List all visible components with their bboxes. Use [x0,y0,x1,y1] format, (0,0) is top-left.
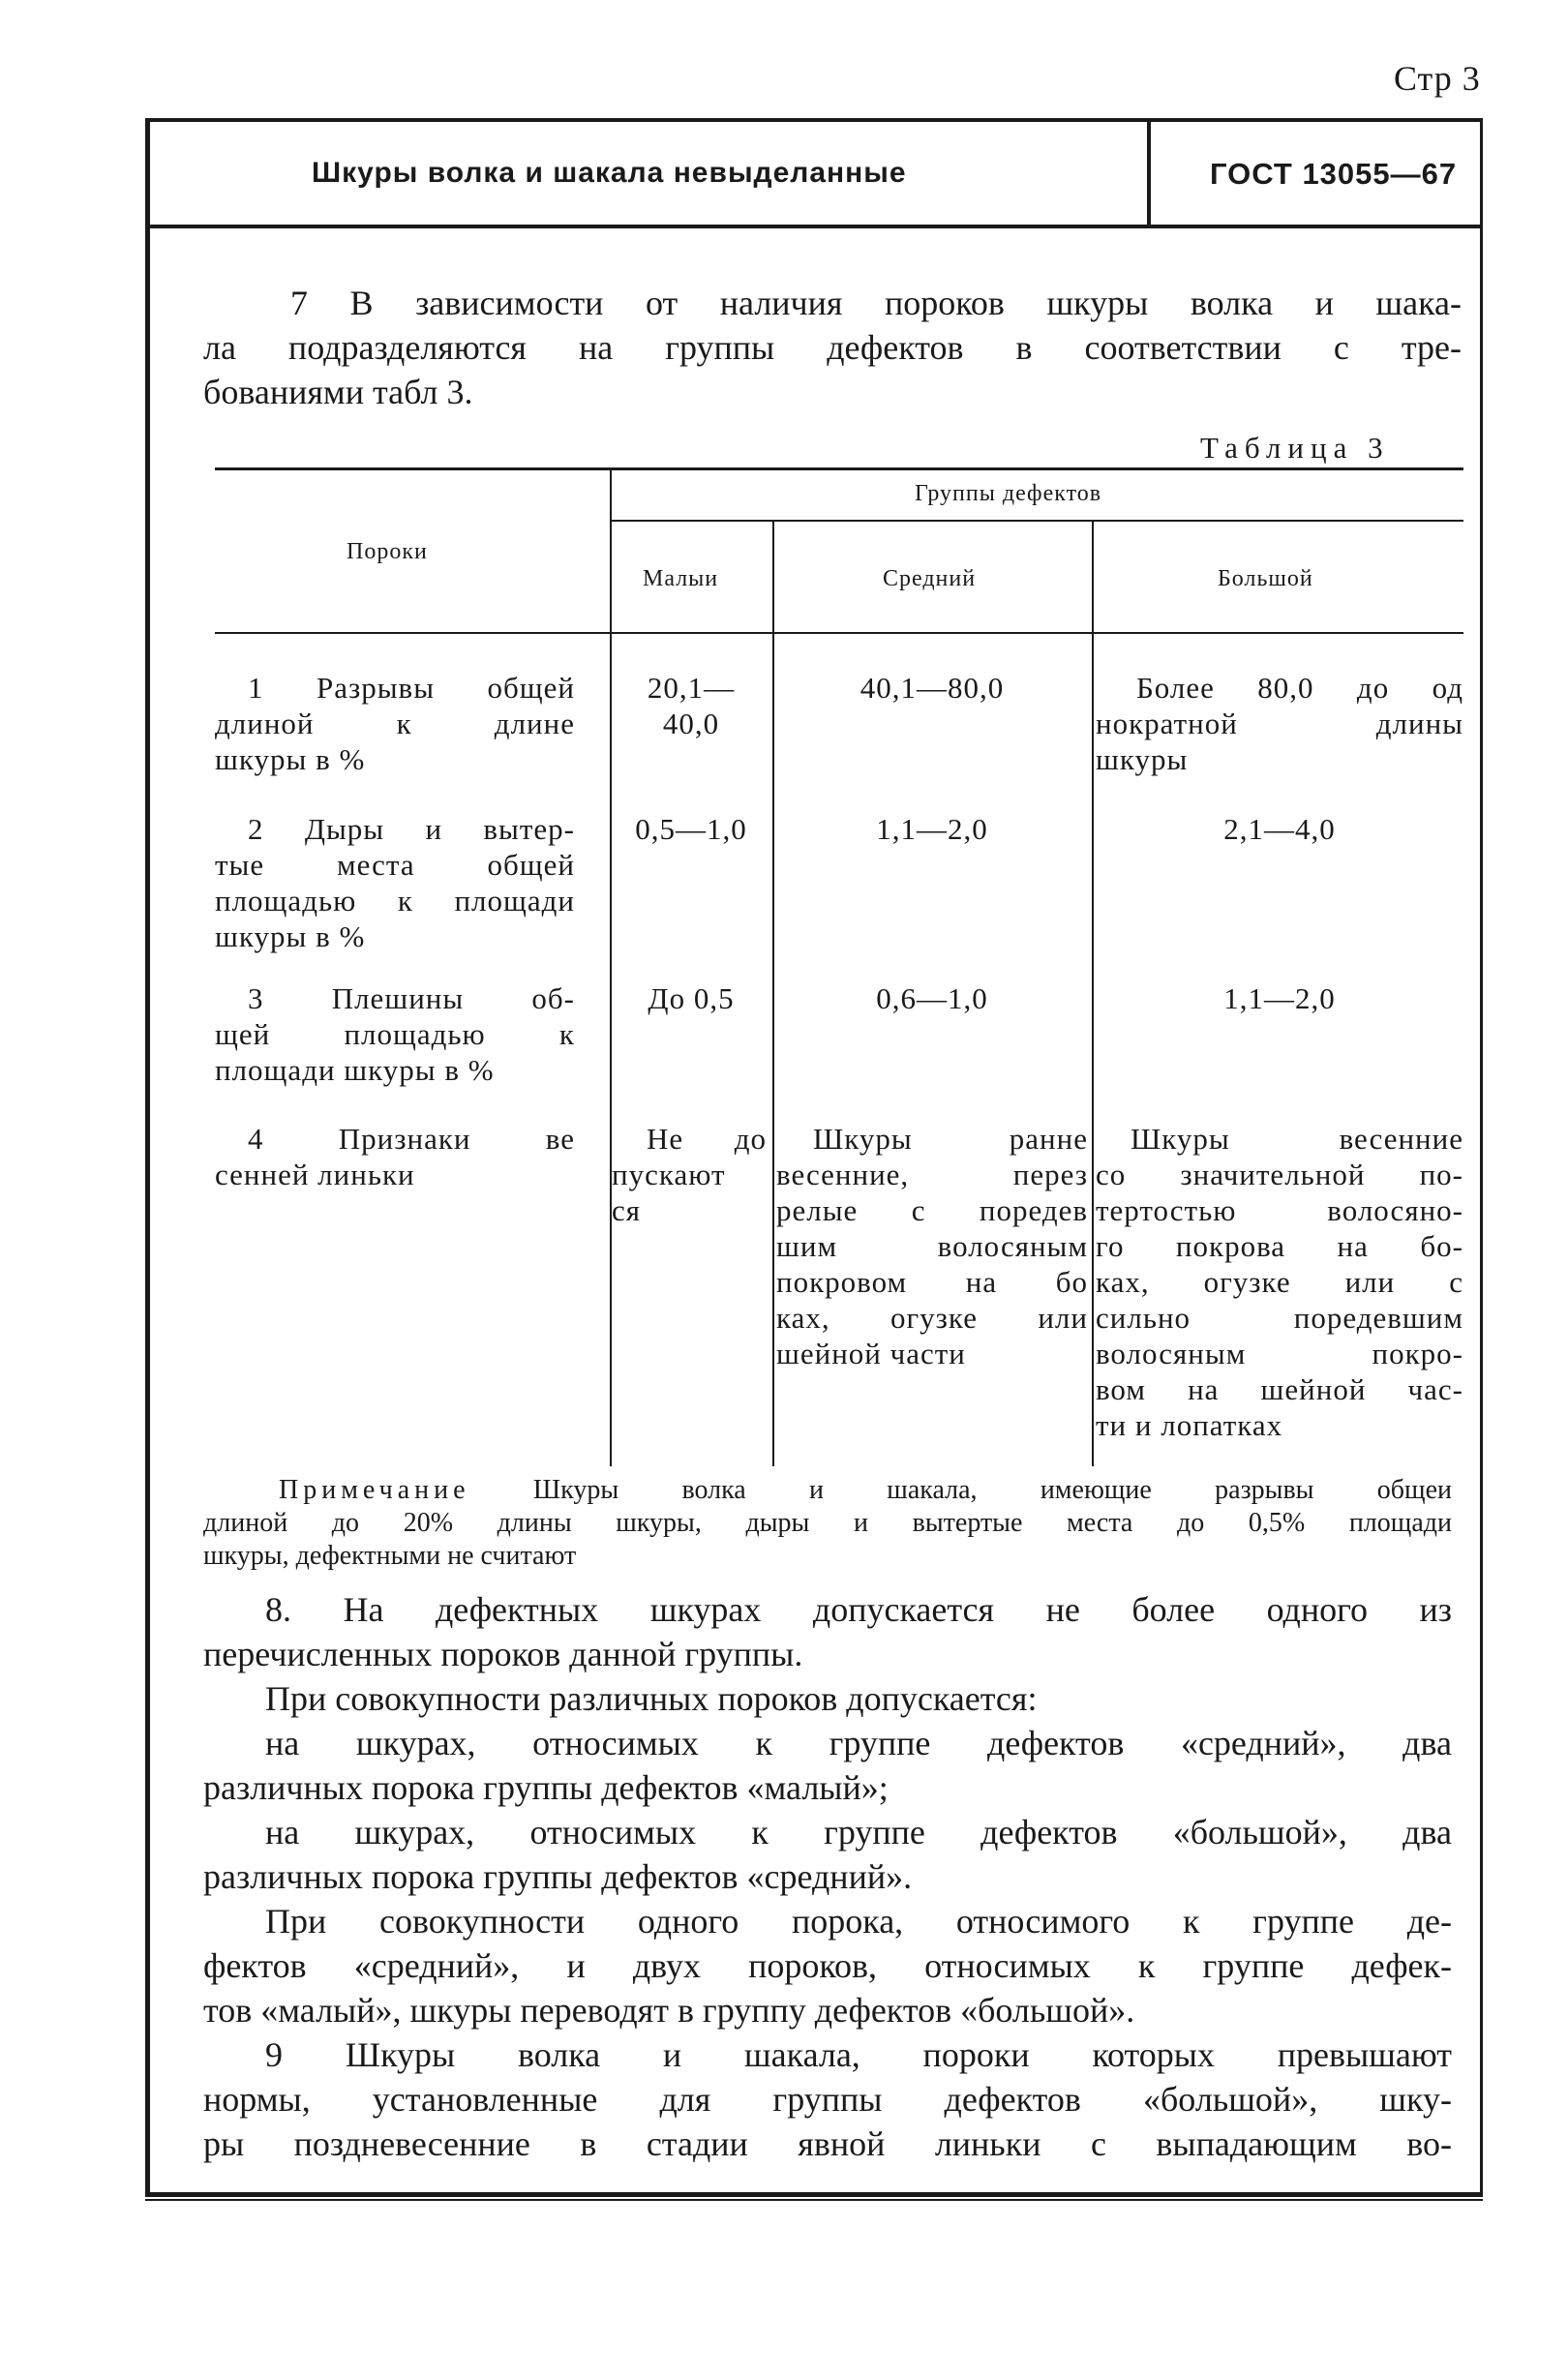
cell-line: со значительной по- [1096,1158,1463,1191]
header-bottom-rule [145,225,1483,228]
body-line: При совокупности различных пороков допускается: [265,1679,1038,1718]
cell-line: пускают [612,1158,726,1191]
note-label: Примечание [279,1475,470,1505]
cell-line: тые места общей [215,848,575,882]
cell-line: шкуры в % [215,919,366,953]
group-header-rule [612,520,1463,522]
table-row-1-large [1096,670,1463,777]
cell-line: Шкуры ранне [813,1122,1088,1156]
table-header-rule [215,632,1463,634]
cell-line: шкуры [1096,742,1189,776]
note-line: длиной до 20% длины шкуры, дыры и вытертые места до 0,5% площади [203,1508,1452,1538]
table-row-3-defect [215,980,575,1088]
table-row-4-large [1096,1121,1463,1443]
body-line: тов «малый», шкуры переводят в группу дефектов «большой». [203,1991,1135,2030]
cell-line: сенней линьки [215,1158,415,1191]
cell-line: 3 Плешины об- [248,981,575,1015]
table-row-4-defect [215,1121,575,1192]
cell-line: 40,1—80,0 [859,671,1005,705]
cell-line: покровом на бо [776,1265,1088,1299]
body-line: на шкурах, относимых к группе дефектов «средний», два [265,1724,1452,1762]
table-header-large: Большой [1218,566,1313,591]
table-header-small: Малыи [643,566,719,591]
cell-line: релые с поредев [776,1193,1088,1227]
cell-line: нократной длины [1096,707,1463,740]
body-line: При совокупности одного порока, относимого к группе де- [265,1902,1452,1941]
body-text [203,1587,1452,2166]
table-row-2-defect [215,811,575,954]
table-note [203,1474,1452,1573]
table-caption: Таблица 3 [1200,431,1390,465]
cell-line: 4 Признаки ве [248,1122,575,1156]
body-line: различных порока группы дефектов «средний». [203,1857,913,1896]
body-line: различных порока группы дефектов «малый»; [203,1768,889,1807]
cell-line: 1,1—2,0 [876,812,988,846]
cell-line: ти и лопатках [1096,1408,1283,1442]
table-header-medium: Средний [883,566,977,591]
cell-line: го покрова на бо- [1096,1229,1463,1263]
table-row-4-medium [776,1121,1088,1371]
cell-line: шкуры в % [215,742,366,776]
cell-line: длиной к длине [215,707,575,740]
table-row-4-small [612,1121,767,1228]
paragraph-line: 7 В зависимости от наличия пороков шкуры волка и шака- [290,284,1462,322]
cell-line: Не до [647,1122,767,1156]
paragraph-line: бованиями табл 3. [203,373,473,411]
table-row-3-medium [774,980,1090,1016]
table-header-defects: Пороки [347,539,428,564]
cell-line: 20,1— [647,671,736,705]
cell-line: тертостью волосяно- [1096,1193,1463,1227]
cell-line: шейной части [776,1337,966,1370]
body-line: фектов «средний», и двух пороков, относимых к группе дефек- [203,1946,1452,1985]
frame-bottom-rule [145,2199,1483,2201]
cell-line: площади шкуры в % [215,1053,495,1087]
cell-line: Более 80,0 до од [1136,671,1463,705]
cell-line: волосяным покро- [1096,1337,1463,1370]
table-header-groups: Группы дефектов [915,481,1102,506]
cell-line: До 0,5 [648,981,735,1015]
col-divider-1 [610,469,612,1466]
cell-line: щей площадью к [215,1017,575,1051]
table-row-2-small [612,811,770,847]
table-row-3-large [1096,980,1463,1016]
paragraph-7 [203,281,1462,414]
cell-line: 1 Разрывы общей [248,671,575,705]
cell-line: шим волосяным [776,1229,1088,1263]
col-divider-3 [1092,522,1094,1466]
body-line: нормы, установленные для группы дефектов «большой», шку- [203,2080,1452,2119]
header-divider [1147,120,1151,226]
note-line: шкуры, дефектными не считают [203,1541,577,1571]
paragraph-line: ла подразделяются на группы дефектов в соответствии с тре- [203,328,1462,367]
cell-line: 0,6—1,0 [876,981,988,1015]
cell-line: 40,0 [662,707,720,740]
cell-line: ся [612,1193,642,1227]
cell-line: 2,1—4,0 [1223,812,1336,846]
page-number: Стр 3 [1394,59,1481,98]
table-row-2-medium [774,811,1090,847]
cell-line: 0,5—1,0 [635,812,747,846]
cell-line: сильно поредевшим [1096,1301,1463,1335]
standard-number: ГОСТ 13055—67 [1210,157,1458,191]
table-row-3-small [612,980,770,1016]
cell-line: ках, огузке или с [1096,1265,1463,1299]
table-row-2-large [1096,811,1463,847]
cell-line: ках, огузке или [776,1301,1088,1335]
table-top-rule [215,467,1463,470]
cell-line: Шкуры весенние [1131,1122,1463,1156]
table-row-1-small [612,670,770,741]
body-line: перечисленных пороков данной группы. [203,1635,803,1673]
body-line: ры поздневесенние в стадии явной линьки с выпадающим во- [203,2124,1452,2163]
body-line: на шкурах, относимых к группе дефектов «большой», два [265,1813,1452,1851]
cell-line: 2 Дыры и вытер- [248,812,575,846]
cell-line: 1,1—2,0 [1223,981,1336,1015]
table-row-1-defect [215,670,575,777]
body-line: 8. На дефектных шкурах допускается не более одного из [265,1590,1452,1629]
note-line: Шкуры волка и шакала, имеющие разрывы общеи [532,1475,1453,1505]
document-title: Шкуры волка и шакала невыделанные [312,157,907,189]
table-row-1-medium [774,670,1090,706]
cell-line: площадью к площади [215,884,575,918]
body-line: 9 Шкуры волка и шакала, пороки которых превышают [265,2035,1452,2074]
cell-line: весенние, перез [776,1158,1088,1191]
cell-line: вом на шейной час- [1096,1372,1463,1406]
